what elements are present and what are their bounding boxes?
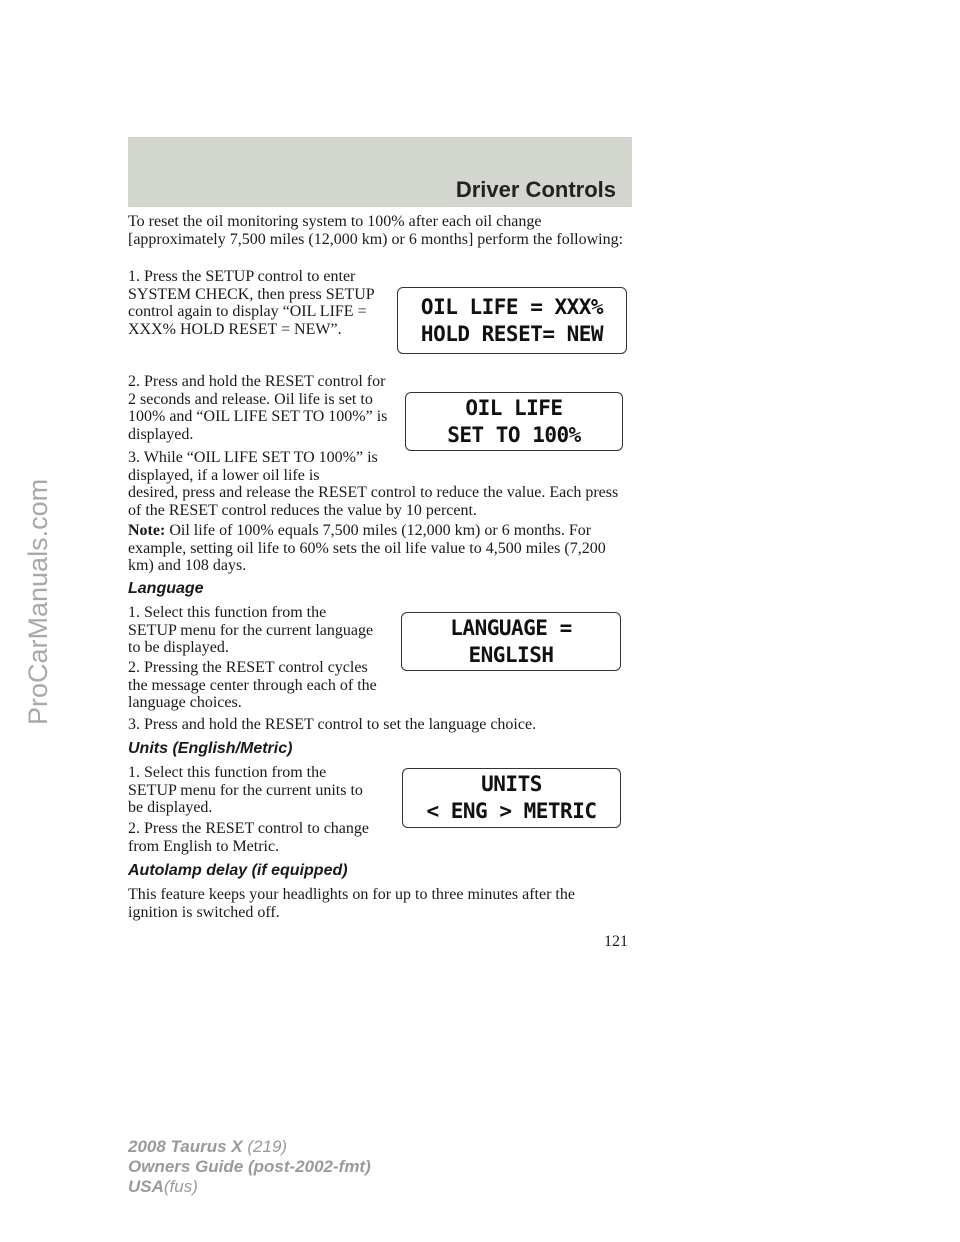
note-label: Note: xyxy=(128,522,166,539)
note-paragraph xyxy=(128,522,628,575)
step-3-text-end: desired, press and release the RESET control to reduce the value. Each press of the RESET control reduces the value by 10 percent. xyxy=(128,484,619,519)
footer-market: USA xyxy=(128,1177,164,1196)
units-display-line-1: UNITS xyxy=(481,772,542,796)
units-heading: Units (English/Metric) xyxy=(128,740,293,757)
footer xyxy=(128,1137,371,1197)
language-step-2: 2. Pressing the RESET control cycles the message center through each of the language choices. xyxy=(128,659,377,711)
step-3-text-start: 3. While “OIL LIFE SET TO 100%” is displayed, if a lower oil life is xyxy=(128,449,378,484)
units-step-2: 2. Press the RESET control to change from English to Metric. xyxy=(128,820,369,855)
language-display xyxy=(401,612,621,671)
page-number: 121 xyxy=(604,933,628,950)
language-heading: Language xyxy=(128,580,204,597)
language-display-line-2: ENGLISH xyxy=(468,642,554,667)
note-text: Oil life of 100% equals 7,500 miles (12,000 km) or 6 months. For example, setting oil life to 60% sets the oil life value to 4,500 miles (7,200 km) and 108 days. xyxy=(128,522,606,574)
footer-model-code: (219) xyxy=(247,1137,288,1156)
language-step-1: 1. Select this function from the SETUP menu for the current language to be displayed. xyxy=(128,604,374,656)
section-title: Driver Controls xyxy=(455,177,616,202)
oil-set-display-line-2: SET TO 100% xyxy=(447,422,581,447)
oil-set-display-line-1: OIL LIFE xyxy=(465,395,563,420)
step-2-text: 2. Press and hold the RESET control for 2 seconds and release. Oil life is set to 100% and “OIL LIFE SET TO 100%” is displayed. xyxy=(128,373,388,443)
autolamp-paragraph: This feature keeps your headlights on for up to three minutes after the ignition is switched off. xyxy=(128,886,575,921)
footer-model-line xyxy=(128,1137,371,1157)
watermark: ProCarManuals.com xyxy=(23,478,53,725)
step-1-text: 1. Press the SETUP control to enter SYSTEM CHECK, then press SETUP control again to display “OIL LIFE = XXX% HOLD RESET = NEW”. xyxy=(128,268,375,338)
footer-model: 2008 Taurus X xyxy=(128,1137,243,1156)
footer-market-code: (fus) xyxy=(163,1177,198,1196)
intro-paragraph: To reset the oil monitoring system to 100% after each oil change [approximately 7,500 miles (12,000 km) or 6 months] perform the following: xyxy=(128,213,624,248)
oil-set-display xyxy=(405,392,623,451)
units-display xyxy=(402,768,621,828)
oil-life-display-line-2: HOLD RESET= NEW xyxy=(420,321,604,346)
oil-life-display-line-1: OIL LIFE = XXX% xyxy=(420,294,604,319)
units-step-1: 1. Select this function from the SETUP menu for the current units to be displayed. xyxy=(128,764,363,816)
header-band xyxy=(128,137,632,207)
units-display-line-2: < ENG > METRIC xyxy=(426,799,597,823)
language-display-line-1: LANGUAGE = xyxy=(450,615,572,640)
footer-market-line xyxy=(128,1177,371,1197)
language-step-3: 3. Press and hold the RESET control to set the language choice. xyxy=(128,716,537,733)
footer-guide: Owners Guide (post-2002-fmt) xyxy=(128,1157,371,1176)
autolamp-heading: Autolamp delay (if equipped) xyxy=(128,862,348,879)
oil-life-display xyxy=(397,287,627,354)
